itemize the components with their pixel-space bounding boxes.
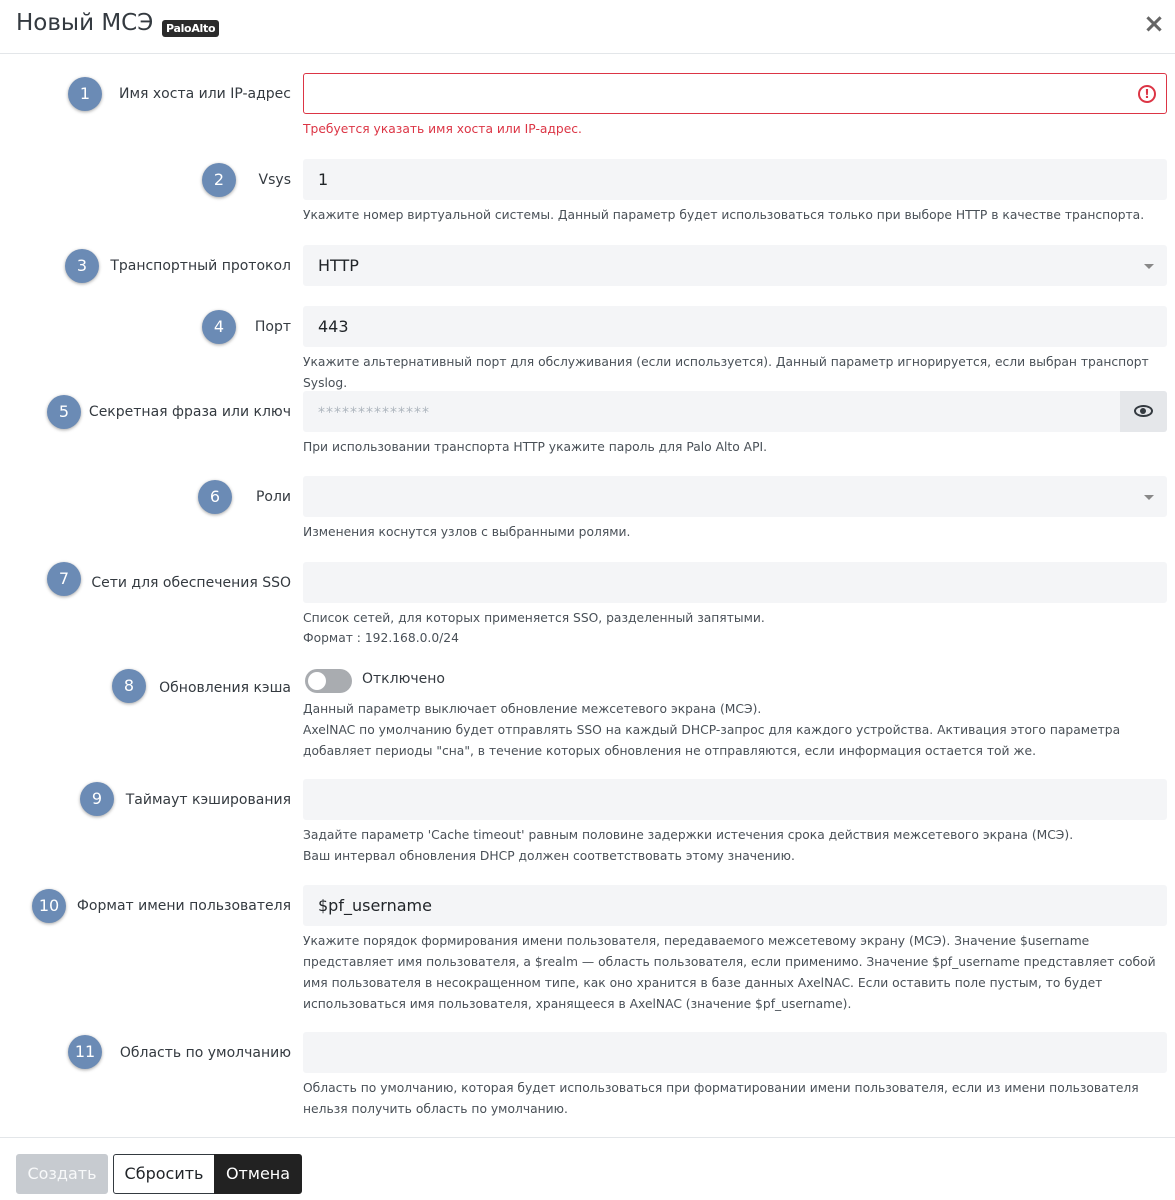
secret-input[interactable] xyxy=(303,391,1167,432)
step-badge-8: 8 xyxy=(112,669,146,703)
cache-updates-help-text: Данный параметр выключает обновление межсетевого экрана (МСЭ). xyxy=(303,702,762,716)
sso-networks-format-text: Формат : 192.168.0.0/24 xyxy=(303,631,459,645)
default-realm-help-text: Область по умолчанию, которая будет использоваться при форматировании имени пользователя, если из имени пользователя нельзя получить область по умолчанию. xyxy=(303,1081,1139,1116)
cache-updates-toggle[interactable] xyxy=(305,669,352,693)
username-format-label: Формат имени пользователя xyxy=(76,898,291,914)
default-realm-label: Область по умолчанию xyxy=(119,1045,291,1061)
hostname-input[interactable] xyxy=(303,73,1167,114)
chevron-down-icon xyxy=(1144,495,1154,500)
step-badge-10: 10 xyxy=(32,889,66,923)
invalid-icon: ! xyxy=(1138,85,1156,103)
step-badge-3: 3 xyxy=(65,249,99,283)
username-format-help-text: Укажите порядок формирования имени пользователя, передаваемого межсетевому экрану (МСЭ). Значение $username представляет имя пользователя, а $realm — область пользователя, если применимо. Значение $pf_username представляет собой имя пользователя в несокращенном типе, как оно хранится в базе данных AxelNAC. Если оставить поле пустым, то будет использоваться имя пользователя, хранящееся в AxelNAC (значение $pf_username). xyxy=(303,934,1156,1011)
modal-title: Новый МСЭ xyxy=(16,10,154,36)
transport-select[interactable] xyxy=(303,245,1167,286)
cache-timeout-label: Таймаут кэширования xyxy=(125,792,291,808)
roles-label: Роли xyxy=(255,489,291,505)
toggle-knob xyxy=(308,672,326,690)
cache-timeout-help-text: Задайте параметр 'Cache timeout' равным половине задержки истечения срока действия межсетевого экрана (МСЭ). xyxy=(303,828,1074,842)
hostname-label: Имя хоста или IP-адрес xyxy=(118,86,291,102)
roles-select[interactable] xyxy=(303,476,1167,517)
transport-selected-value: HTTP xyxy=(318,256,359,275)
eye-icon xyxy=(1134,405,1153,417)
port-help-text: Укажите альтернативный порт для обслуживания (если используется). Данный параметр игнорируется, если выбран транспорт Syslog. xyxy=(303,355,1149,390)
step-badge-5: 5 xyxy=(47,395,81,429)
brand-badge: PaloAlto xyxy=(162,20,219,37)
cache-timeout-help-text-2: Ваш интервал обновления DHCP должен соответствовать этому значению. xyxy=(303,849,795,863)
modal-header xyxy=(0,0,1175,54)
username-format-input[interactable]: $pf_username xyxy=(303,885,1167,926)
port-label: Порт xyxy=(254,319,291,335)
chevron-down-icon xyxy=(1144,264,1154,269)
sso-networks-label: Сети для обеспечения SSO xyxy=(91,575,291,591)
vsys-help-text: Укажите номер виртуальной системы. Данный параметр будет использоваться только при выборе HTTP в качестве транспорта. xyxy=(303,208,1145,222)
sso-networks-input[interactable] xyxy=(303,562,1167,603)
cache-updates-state: Отключено xyxy=(362,671,445,687)
step-badge-11: 11 xyxy=(68,1035,102,1069)
secret-help-text: При использовании транспорта HTTP укажите пароль для Palo Alto API. xyxy=(303,440,768,454)
cache-updates-help-text-2: AxelNAC по умолчанию будет отправлять SSO на каждый DHCP-запрос для каждого устройства. Активация этого параметра добавляет периоды "сна", в течение которых обновления не отправляются, если информация остается той же. xyxy=(303,723,1121,758)
default-realm-input[interactable] xyxy=(303,1032,1167,1073)
secret-masked-value: ************** xyxy=(318,405,430,421)
step-badge-4: 4 xyxy=(202,310,236,344)
secret-label: Секретная фраза или ключ xyxy=(88,404,291,420)
port-input[interactable]: 443 xyxy=(303,306,1167,347)
modal-footer xyxy=(0,1137,1175,1200)
transport-label: Транспортный протокол xyxy=(110,258,291,274)
hostname-error-text: Требуется указать имя хоста или IP-адрес. xyxy=(303,122,582,136)
reset-button[interactable]: Сбросить xyxy=(113,1154,215,1194)
show-password-button[interactable] xyxy=(1120,391,1167,432)
cache-timeout-input[interactable] xyxy=(303,779,1167,820)
step-badge-2: 2 xyxy=(202,163,236,197)
create-button[interactable]: Создать xyxy=(16,1154,108,1194)
cache-updates-label: Обновления кэша xyxy=(159,680,291,696)
step-badge-1: 1 xyxy=(68,77,102,111)
close-icon[interactable]: × xyxy=(1143,9,1165,39)
step-badge-6: 6 xyxy=(198,480,232,514)
step-badge-9: 9 xyxy=(80,782,114,816)
sso-networks-help-text: Список сетей, для которых применяется SSO, разделенный запятыми. xyxy=(303,611,765,625)
cancel-button[interactable]: Отмена xyxy=(214,1154,302,1194)
vsys-label: Vsys xyxy=(258,172,291,188)
step-badge-7: 7 xyxy=(47,562,81,596)
roles-help-text: Изменения коснутся узлов с выбранными ролями. xyxy=(303,525,631,539)
vsys-input[interactable]: 1 xyxy=(303,159,1167,200)
